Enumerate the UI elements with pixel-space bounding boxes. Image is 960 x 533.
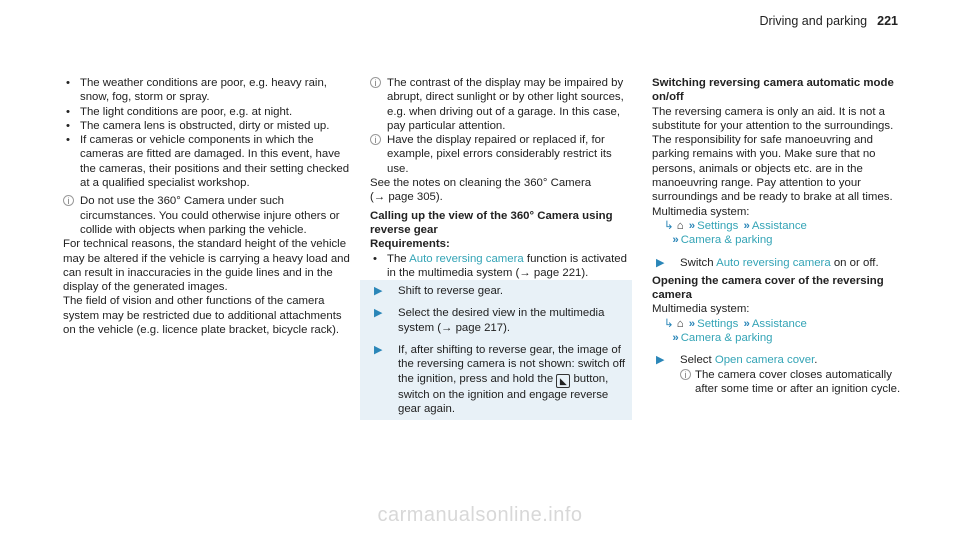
- step-arrow-icon: ▶: [374, 285, 383, 298]
- page-header: [759, 14, 898, 28]
- menu-link[interactable]: Open camera cover: [714, 354, 815, 367]
- step-item: ▶ If, after shifting to reverse gear, the image of the reversing camera is not shown: switch off the ignition, press and hold the ◣ button, switch on the ignition and engage reverse gear again.: [374, 344, 626, 415]
- menu-path: [652, 317, 904, 331]
- watermark: carmanualsonline.info: [377, 504, 583, 526]
- home-icon[interactable]: ⌂: [676, 317, 684, 330]
- chevron-right-icon: »: [672, 332, 679, 345]
- camera-button-icon: ◣: [556, 374, 570, 388]
- list-item: • The Auto reversing camera function is activated in the multimedia system (→ page 221).: [373, 252, 627, 279]
- home-icon[interactable]: ⌂: [676, 219, 684, 232]
- step-item: ▶ Shift to reverse gear.: [374, 285, 504, 298]
- chevron-right-icon: »: [688, 317, 696, 330]
- chevron-right-icon: »: [743, 317, 750, 330]
- list-item: • If cameras or vehicle components in which the cameras are fitted are damaged. In this event, have the cameras, their positions and their setting checked at a qualified specialist workshop.: [66, 134, 350, 190]
- menu-link[interactable]: Settings: [697, 317, 739, 330]
- info-icon: i: [370, 134, 381, 145]
- bullet-icon: •: [66, 134, 70, 147]
- paragraph: The reversing camera is only an aid. It is not a substitute for your attention to the surroundings. The responsibility for safe manoeuvring and parking remains with you. Make sure that no persons, animals or objects etc. are in the manoeuvring range. Pay attention to your surroundings and be ready to brake at all times.: [652, 105, 894, 204]
- chevron-right-icon: »: [688, 219, 696, 232]
- menu-link[interactable]: Auto reversing camera: [716, 256, 831, 269]
- step-arrow-icon: ▶: [656, 256, 665, 269]
- info-icon: i: [63, 195, 74, 206]
- requirements-label: Requirements:: [370, 238, 450, 251]
- column-2: [370, 76, 632, 420]
- column-1: [63, 76, 353, 337]
- menu-path: [652, 331, 904, 345]
- menu-link[interactable]: Assistance: [751, 317, 807, 330]
- steps-box: [360, 280, 632, 420]
- menu-path: [652, 233, 904, 247]
- section-heading: Calling up the view of the 360° Camera using reverse gear: [370, 209, 613, 236]
- turn-arrow-icon: ↳: [664, 317, 674, 330]
- tip-note: i The camera cover closes automatically after some time or after an ignition cycle.: [680, 368, 904, 397]
- menu-link[interactable]: Camera & parking: [680, 332, 773, 345]
- step-arrow-icon: ▶: [656, 354, 665, 367]
- column-3: [652, 76, 904, 396]
- chevron-right-icon: »: [672, 234, 679, 247]
- list-item: • The light conditions are poor, e.g. at night.: [66, 105, 293, 118]
- bullet-icon: •: [66, 77, 70, 89]
- section-heading: Switching reversing camera automatic mode on/off: [652, 77, 894, 104]
- step-arrow-icon: ▶: [374, 344, 383, 357]
- page-number: 221: [877, 14, 898, 28]
- step-item: ▶ Switch Auto reversing camera on or off.: [656, 256, 879, 269]
- chevron-right-icon: »: [743, 219, 750, 232]
- menu-link[interactable]: Assistance: [751, 219, 807, 232]
- paragraph: Multimedia system:: [652, 303, 750, 316]
- paragraph: For technical reasons, the standard height of the vehicle may be altered if the vehicle is carrying a heavy load and can result in inaccuracies in the guide lines and in the display of the generated images.: [63, 238, 350, 294]
- paragraph: See the notes on cleaning the 360° Camera (→ page 305).: [370, 177, 592, 204]
- bullet-icon: •: [373, 252, 377, 265]
- tip-note: i Have the display repaired or replaced if, for example, pixel errors considerably restrict its use.: [370, 133, 632, 176]
- step-item: ▶ Select Open camera cover.: [656, 354, 818, 367]
- tip-note: i The contrast of the display may be impaired by abrupt, direct sunlight or by other light sources, e.g. when driving out of a garage. In this case, pay particular attention.: [370, 76, 632, 133]
- list-item: • The weather conditions are poor, e.g. heavy rain, snow, fog, storm or spray.: [66, 77, 327, 104]
- paragraph: Multimedia system:: [652, 205, 750, 218]
- list-item: • The camera lens is obstructed, dirty or misted up.: [66, 119, 330, 132]
- paragraph: The field of vision and other functions of the camera system may be restricted due to additional attachments on the vehicle (e.g. licence plate bracket, bicycle rack).: [63, 295, 342, 337]
- info-icon: i: [680, 369, 691, 380]
- tip-note: i Do not use the 360° Camera under such circumstances. You could otherwise injure others or collide with objects when parking the vehicle.: [63, 194, 353, 237]
- section-title: Driving and parking: [759, 14, 868, 28]
- info-icon: i: [370, 77, 381, 88]
- step-arrow-icon: ▶: [374, 307, 383, 320]
- step-item: ▶ Select the desired view in the multimedia system (→ page 217).: [374, 307, 605, 334]
- menu-link[interactable]: Camera & parking: [680, 234, 773, 247]
- menu-path: [652, 219, 904, 233]
- turn-arrow-icon: ↳: [664, 219, 674, 232]
- bullet-icon: •: [66, 119, 70, 132]
- section-heading: Opening the camera cover of the reversing camera: [652, 274, 884, 302]
- bullet-icon: •: [66, 105, 70, 118]
- menu-link[interactable]: Settings: [697, 219, 739, 232]
- menu-link[interactable]: Auto reversing camera: [409, 252, 524, 265]
